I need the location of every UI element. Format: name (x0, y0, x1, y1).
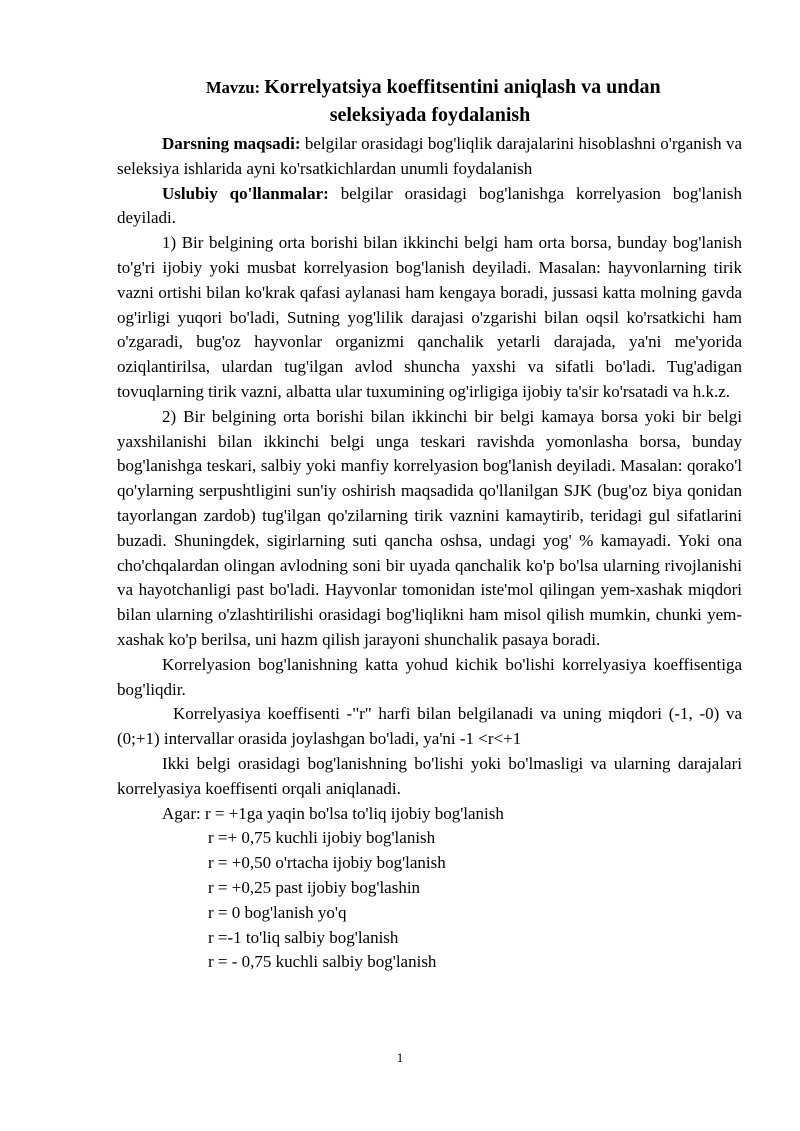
scale-item: r = 0 bog'lanish yo'q (208, 902, 347, 922)
scale-item: Agar: r = +1ga yaqin bo'lsa to'liq ijobiy bog'lanish (162, 803, 504, 823)
scale-item: r =-1 to'liq salbiy bog'lanish (208, 927, 399, 947)
paragraph-negative-correlation: 2) Bir belgining orta borishi bilan ikkinchi bir belgi kamaya borsa yoki bir belgi yaxshilanishi bilan ikkinchi belgi unga teskari ravishda yomonlasha borsa, bunday bog'lanishga teskari, salbiy yoki manfiy korrelyasion bog'lanish deyiladi. Masalan: qorako'l qo'ylarning serpushtligini sun'iy oshirish maqsadida qo'llanilgan SJK (bug'oz biya qonidan tayorlangan zardob) tug'ilgan qo'zilarning tirik vaznini kamaytirib, teridagi gul sifatlarini buzadi. Shuningdek, sigirlarning suti qancha oshsa, undagi yog' % kamayadi. Yoki ona cho'chqalardan olingan avlodning soni bir uyada qanchalik ko'p bo'lsa ularning rivojlanishi va hayotchanligi past bo'ladi. Hayvonlar tomonidan iste'mol qilingan yem-xashak miqdori bilan ularning o'zlashtirilishi orasidagi bog'liqlikni ham misol qilish mumkin, chunki yem-xashak ko'p berilsa, uni hazm qilish jarayoni shunchalik pasaya boradi. (117, 406, 742, 649)
document-body (117, 132, 742, 975)
purpose-paragraph (117, 132, 742, 182)
page-number: 1 (396, 1050, 404, 1065)
purpose-text: belgilar orasidagi bog'liqlik darajalarini hisoblashni o'rganish va seleksiya ishlarida ayni ko'rsatkichlardan unumli foydalanish (117, 134, 742, 178)
method-paragraph (117, 182, 742, 232)
method-label: Uslubiy qo'llanmalar: (162, 183, 329, 203)
method-text: belgilar orasidagi bog'lanishga korrelyasion bog'lanish deyiladi. (117, 183, 742, 228)
page-title-line-1 (0, 76, 800, 99)
paragraph-coefficient-usage: Ikki belgi orasidagi bog'lanishning bo'lishi yoki bo'lmasligi va ularning darajalari korrelyasiya koeffisenti orqali aniqlanadi. (117, 753, 742, 798)
page-title-line-2: seleksiyada foydalanish (329, 104, 531, 126)
coefficient-scale-list (117, 802, 742, 976)
scale-item: r = - 0,75 kuchli salbiy bog'lanish (208, 952, 437, 972)
title-text-1: Korrelyatsiya koeffitsentini aniqlash va undan (264, 76, 661, 98)
paragraph-coefficient-definition: Korrelyasiya koeffisenti -"r" harfi bilan belgilanadi va uning miqdori (-1, -0) va (0;+1) intervallar orasida joylashgan bo'ladi, ya'ni -1 <r<+1 (117, 704, 742, 749)
scale-item: r =+ 0,75 kuchli ijobiy bog'lanish (208, 828, 436, 848)
title-prefix: Mavzu: (206, 78, 265, 97)
purpose-label: Darsning maqsadi: (162, 134, 301, 153)
scale-item: r = +0,50 o'rtacha ijobiy bog'lanish (208, 853, 446, 873)
paragraph-positive-correlation: 1) Bir belgining orta borishi bilan ikkinchi belgi ham orta borsa, bunday bog'lanish to'g'ri ijobiy yoki musbat korrelyasion bog'lanish deyiladi. Masalan: hayvonlarning tirik vazni ortishi bilan ko'krak qafasi aylanasi ham kengaya boradi, jussasi katta molning gavda og'irligi yuqori bo'ladi, Sutning yog'lilik darajasi o'zgarishi bilan oqsil ko'rsatkichi ham o'zgaradi, bug'oz hayvonlar organizmi qanchalik yetarli darajada, ya'ni me'yorida oziqlantirilsa, ulardan tug'ilgan avlod shuncha yaxshi va sifatli bo'ladi. Tug'adigan tovuqlarning tirik vazni, albatta ular tuxumining og'irligiga ijobiy ta'sir ko'rsatadi va h.k.z. (117, 233, 742, 401)
scale-item: r = +0,25 past ijobiy bog'lashin (208, 877, 421, 897)
paragraph-correlation-strength: Korrelyasion bog'lanishning katta yohud kichik bo'lishi korrelyasiya koeffisentiga bog'liqdir. (117, 654, 742, 699)
